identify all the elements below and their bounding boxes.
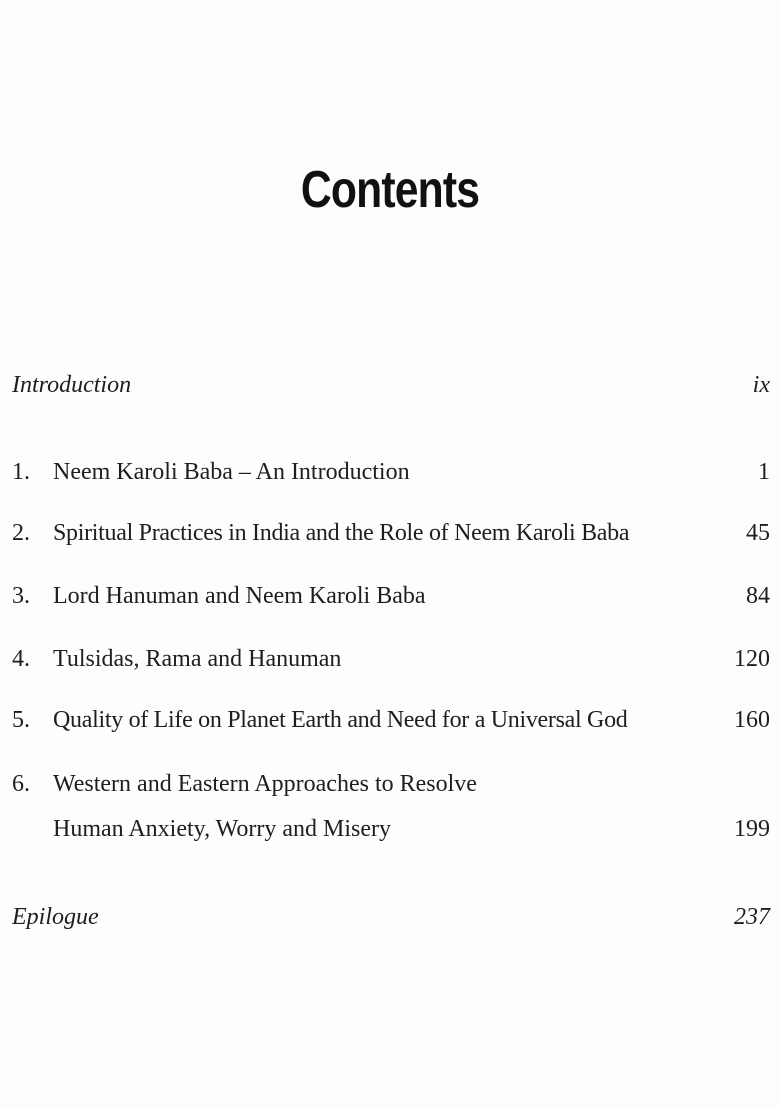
- entry-page: 237: [734, 904, 770, 930]
- entry-page: 45: [746, 520, 770, 546]
- chapter-number: 4.: [12, 646, 30, 672]
- chapter-title: Quality of Life on Planet Earth and Need for a Universal God: [53, 707, 628, 733]
- entry-title: Introduction: [12, 372, 132, 398]
- chapter-title: Spiritual Practices in India and the Role of Neem Karoli Baba: [53, 520, 630, 546]
- entry-page: 160: [734, 707, 770, 733]
- chapter-number: 2.: [12, 520, 30, 546]
- chapter-title: Western and Eastern Approaches to Resolve: [53, 771, 477, 797]
- entry-page: 1: [758, 459, 770, 485]
- entry-title: Epilogue: [12, 904, 99, 930]
- entry-page: ix: [752, 372, 770, 398]
- chapter-title: Lord Hanuman and Neem Karoli Baba: [53, 583, 426, 609]
- chapter-title: Neem Karoli Baba – An Introduction: [53, 459, 410, 485]
- chapter-number: 3.: [12, 583, 30, 609]
- chapter-title: Tulsidas, Rama and Hanuman: [53, 646, 342, 672]
- chapter-number: 5.: [12, 707, 30, 733]
- entry-page: 84: [746, 583, 770, 609]
- chapter-number: 1.: [12, 459, 30, 485]
- chapter-title-line2: Human Anxiety, Worry and Misery: [53, 816, 392, 842]
- entry-page: 120: [734, 646, 770, 672]
- chapter-number: 6.: [12, 771, 30, 797]
- entry-page: 199: [734, 816, 770, 842]
- page-title: Contents: [300, 161, 480, 219]
